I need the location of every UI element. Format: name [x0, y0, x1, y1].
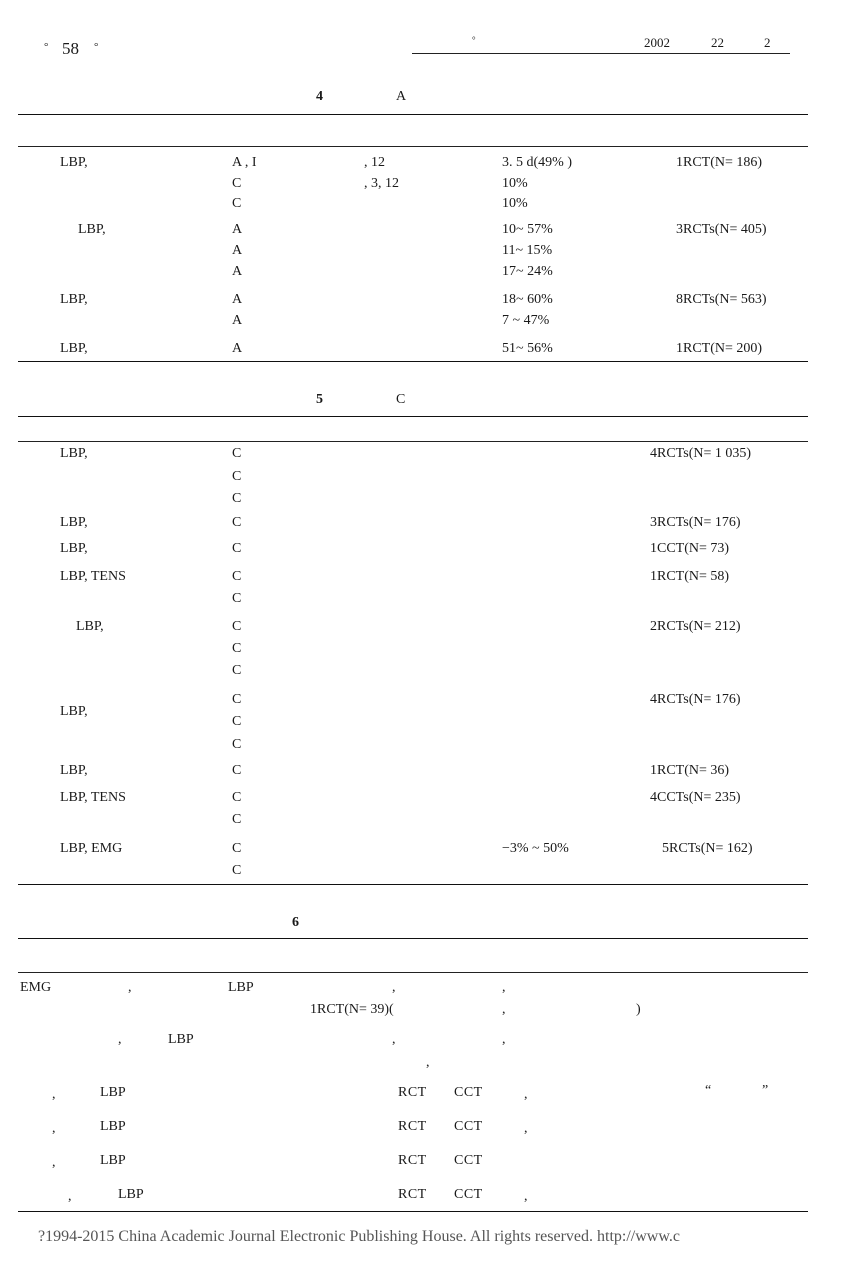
table4-header-rule [18, 146, 808, 147]
header-bullet-right: ° [94, 41, 99, 53]
table5-r8-col2-2: C [232, 812, 242, 827]
table4-r3-col2-1: A [232, 292, 243, 307]
table5-r9-col1: LBP, EMG [60, 841, 123, 856]
table5-r7-col2-1: C [232, 763, 242, 778]
table5-r9-col2-1: C [232, 841, 242, 856]
table6-r3-rct: RCT [398, 1085, 427, 1100]
table5-r2-col5: 3RCTs(N= 176) [650, 515, 741, 530]
header-year: 2002 [644, 35, 670, 50]
header-center-mark: ° [472, 35, 476, 45]
table5-r6-col2-3: C [232, 737, 242, 752]
table6-r3-cct: CCT [454, 1085, 483, 1100]
table6-r3-lbp: LBP [100, 1085, 126, 1100]
table5-r9-col4-1: −3% ~ 50% [502, 841, 569, 856]
table6-r5-comma: , [52, 1155, 56, 1170]
table6-r4-cct: CCT [454, 1119, 483, 1134]
table5-bottom-rule [18, 884, 808, 885]
table5-r9-col5: 5RCTs(N= 162) [662, 841, 753, 856]
table5-r8-col5: 4CCTs(N= 235) [650, 790, 741, 805]
table4-r1-col2-1: A , I [232, 155, 257, 170]
table5-r2-col1: LBP, [60, 515, 88, 530]
table5-r9-col2-2: C [232, 863, 242, 878]
table5-title-letter: C [396, 392, 406, 407]
table6-top-rule [18, 938, 808, 939]
table5-r1-col2-3: C [232, 491, 242, 506]
table5-r1-col1: LBP, [60, 446, 88, 461]
table6-r4-rct: RCT [398, 1119, 427, 1134]
table5-r4-col2-1: C [232, 569, 242, 584]
table6-r2b-comma: , [426, 1055, 430, 1070]
table4-r2-col4-3: 17~ 24% [502, 264, 553, 279]
table5-r3-col5: 1CCT(N= 73) [650, 541, 730, 556]
table4-r1-col2-3: C [232, 196, 242, 211]
table5-r5-col2-3: C [232, 663, 242, 678]
table4-bottom-rule [18, 361, 808, 362]
table6-r2-lbp: LBP [168, 1032, 194, 1047]
table5-r5-col1: LBP, [76, 619, 104, 634]
table4-r3-col4-1: 18~ 60% [502, 292, 553, 307]
table6-r6-rct: RCT [398, 1187, 427, 1202]
table5-r3-col2-1: C [232, 541, 242, 556]
table4-r2-col1: LBP, [78, 222, 106, 237]
table6-r2-comma3: , [502, 1032, 506, 1047]
header-bullet-left: ° [44, 41, 49, 53]
table5-r7-col5: 1RCT(N= 36) [650, 763, 730, 778]
table6-r1-emg: EMG [20, 980, 52, 995]
table5-r6-col1: LBP, [60, 704, 88, 719]
table5-r5-col5: 2RCTs(N= 212) [650, 619, 741, 634]
table5-r1-col2-2: C [232, 469, 242, 484]
table5-number: 5 [316, 392, 323, 407]
table6-r1-comma1: , [128, 980, 132, 995]
table6-r1b-rct: 1RCT(N= 39)( [310, 1002, 394, 1017]
table5-r8-col1: LBP, TENS [60, 790, 126, 805]
table6-header-rule [18, 972, 808, 973]
table4-r2-col2-1: A [232, 222, 243, 237]
table5-r4-col5: 1RCT(N= 58) [650, 569, 730, 584]
table5-r5-col2-1: C [232, 619, 242, 634]
table6-r3-tail: , [524, 1087, 528, 1102]
table6-r4-lbp: LBP [100, 1119, 126, 1134]
table6-r3-quote-open: “ [705, 1083, 712, 1098]
table6-r3-comma: , [52, 1087, 56, 1102]
table4-r1-col5: 1RCT(N= 186) [676, 155, 763, 170]
table4-r3-col1: LBP, [60, 292, 88, 307]
table6-r1-lbp: LBP [228, 980, 254, 995]
table6-r3-quote-close: ” [762, 1083, 769, 1098]
table4-title-letter: A [396, 89, 407, 104]
table5-header-rule [18, 441, 808, 442]
table4-r2-col5: 3RCTs(N= 405) [676, 222, 767, 237]
table4-r3-col5: 8RCTs(N= 563) [676, 292, 767, 307]
table4-r4-col1: LBP, [60, 341, 88, 356]
table5-r7-col1: LBP, [60, 763, 88, 778]
table6-r5-lbp: LBP [100, 1153, 126, 1168]
table5-r6-col5: 4RCTs(N= 176) [650, 692, 741, 707]
table5-r6-col2-2: C [232, 714, 242, 729]
table5-r8-col2-1: C [232, 790, 242, 805]
table4-r2-col2-3: A [232, 264, 243, 279]
header-rule [412, 53, 790, 54]
table6-r1-comma2: , [392, 980, 396, 995]
table5-r6-col2-1: C [232, 692, 242, 707]
table4-r4-col4-1: 51~ 56% [502, 341, 553, 356]
table6-r4-tail: , [524, 1121, 528, 1136]
copyright-footer: ?1994-2015 China Academic Journal Electronic Publishing House. All rights reserved. http://www.c [38, 1228, 680, 1245]
table4-r2-col4-2: 11~ 15% [502, 243, 553, 258]
table4-number: 4 [316, 89, 323, 104]
table6-r2-comma1: , [118, 1032, 122, 1047]
table6-r6-lbp: LBP [118, 1187, 144, 1202]
table6-r4-comma: , [52, 1121, 56, 1136]
table6-r6-comma: , [68, 1189, 72, 1204]
table5-r1-col2-1: C [232, 446, 242, 461]
table5-r2-col2-1: C [232, 515, 242, 530]
table5-r1-col5: 4RCTs(N= 1 035) [650, 446, 752, 461]
table6-r1b-comma: , [502, 1002, 506, 1017]
table5-top-rule [18, 416, 808, 417]
table4-top-rule [18, 114, 808, 115]
table4-r3-col4-2: 7 ~ 47% [502, 313, 550, 328]
table6-r6-tail: , [524, 1189, 528, 1204]
table5-r5-col2-2: C [232, 641, 242, 656]
table4-r1-col4-3: 10% [502, 196, 528, 211]
header-volume: 22 [711, 35, 724, 50]
table6-r2-comma2: , [392, 1032, 396, 1047]
table4-r1-col4-1: 3. 5 d(49% ) [502, 155, 572, 170]
table4-r4-col5: 1RCT(N= 200) [676, 341, 763, 356]
table5-r4-col1: LBP, TENS [60, 569, 126, 584]
table4-r1-col3-2: , 3, 12 [364, 176, 399, 191]
table4-r3-col2-2: A [232, 313, 243, 328]
table5-r3-col1: LBP, [60, 541, 88, 556]
table6-r5-cct: CCT [454, 1153, 483, 1168]
table6-r1-comma3: , [502, 980, 506, 995]
table6-bottom-rule [18, 1211, 808, 1212]
page-number: 58 [62, 39, 79, 58]
table6-r5-rct: RCT [398, 1153, 427, 1168]
table4-r1-col4-2: 10% [502, 176, 528, 191]
table6-r1b-paren: ) [636, 1002, 641, 1017]
header-issue: 2 [764, 35, 771, 50]
table4-r2-col2-2: A [232, 243, 243, 258]
table5-r4-col2-2: C [232, 591, 242, 606]
table4-r4-col2-1: A [232, 341, 243, 356]
table4-r2-col4-1: 10~ 57% [502, 222, 553, 237]
table4-r1-col2-2: C [232, 176, 242, 191]
table4-r1-col1: LBP, [60, 155, 88, 170]
table6-number: 6 [292, 915, 299, 930]
table6-r6-cct: CCT [454, 1187, 483, 1202]
table4-r1-col3-1: , 12 [364, 155, 385, 170]
